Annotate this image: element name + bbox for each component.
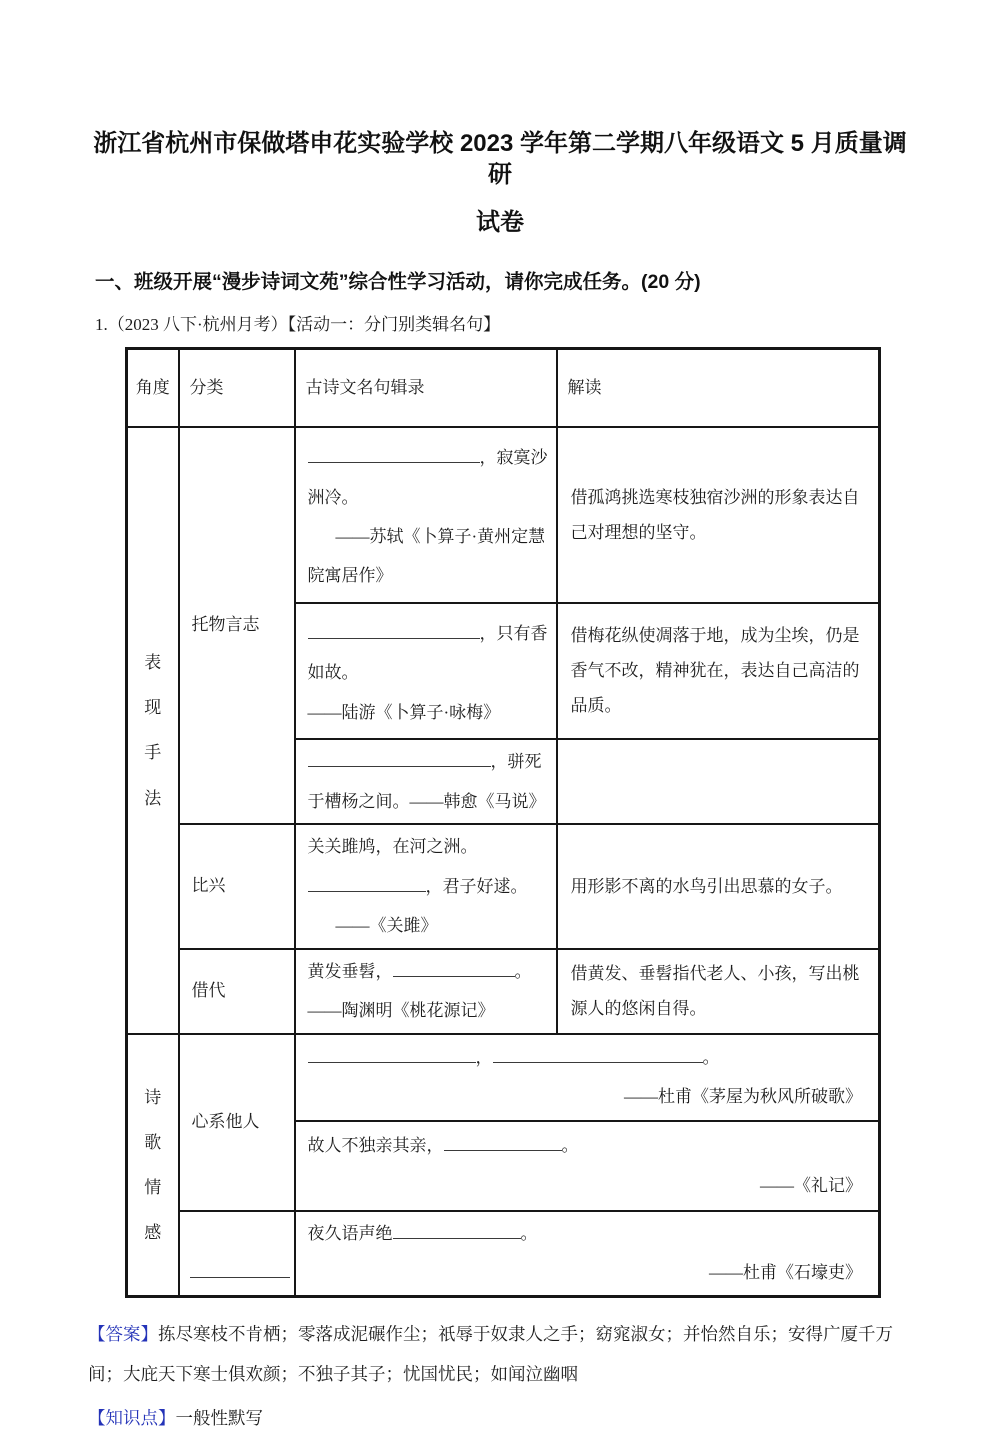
quote-line — [308, 991, 548, 1030]
text-run: ——《礼记》 — [760, 1175, 862, 1195]
blank-underline — [190, 1261, 290, 1278]
knowledge-text: 一般性默写 — [175, 1407, 263, 1428]
cell-quote-luyou — [295, 603, 557, 739]
text-run: ，骈死于槽杨之间。——韩愈《马说》 — [307, 752, 546, 811]
table-row-guanju — [127, 824, 880, 949]
header-quotes: 古诗文名句辑录 — [295, 348, 557, 427]
quote-line — [308, 906, 548, 945]
quote-line — [308, 1038, 871, 1077]
angle-expression-label: 表现手法 — [144, 653, 162, 808]
quote-line — [308, 438, 548, 517]
text-run: 夜久语声绝 — [307, 1223, 393, 1243]
quote-line — [308, 827, 548, 866]
cell-interp-meihua: 借梅花纵使凋落于地，成为尘埃，仍是香气不改，精神犹在，表达自己高洁的品质。 — [557, 603, 880, 739]
blank-underline — [393, 1222, 521, 1239]
answer-label: 【答案】 — [88, 1323, 158, 1344]
quote-line — [308, 952, 548, 991]
blank-underline — [393, 960, 515, 977]
blank-underline — [308, 622, 480, 639]
answer-section — [88, 1315, 912, 1438]
text-run: ——陶渊明《桃花源记》 — [307, 1001, 495, 1021]
text-run: 。 — [514, 962, 532, 981]
table-row-sushi — [127, 427, 880, 603]
quote-line — [190, 1261, 294, 1281]
cell-quote-maowu — [295, 1034, 880, 1121]
text-run: ，只有香如故。 — [307, 623, 548, 683]
blank-underline — [444, 1134, 562, 1151]
quote-line — [308, 1126, 871, 1165]
table-row-taohuayuan — [127, 949, 880, 1034]
text-run: ——杜甫《茅屋为秋风所破歌》 — [624, 1087, 862, 1107]
quote-line — [308, 614, 548, 693]
exam-title — [88, 128, 912, 239]
answer-text: 拣尽寒枝不肯栖；零落成泥碾作尘；祇辱于奴隶人之手；窈窕淑女；并怡然自乐；安得广厦千万间；大庇天下寒士俱欢颜；不独子其子；忧国忧民；如闻泣幽咽 — [88, 1323, 893, 1384]
text-run: 。 — [520, 1223, 538, 1243]
section-heading: 一、班级开展“漫步诗词文苑”综合性学习活动，请你完成任务。(20 分) — [95, 270, 701, 293]
cell-angle-emotion — [127, 1034, 179, 1296]
answer-line — [88, 1315, 912, 1395]
table-row-maowu — [127, 1034, 880, 1121]
header-category: 分类 — [179, 348, 295, 427]
table-row-shihaoli — [127, 1211, 880, 1296]
quote-line — [308, 867, 548, 906]
question-intro: 1.（2023 八下·杭州月考）【活动一：分门别类辑名句】 — [95, 314, 501, 334]
cell-category-xinxi: 心系他人 — [179, 1034, 295, 1211]
cell-category-tuowu: 托物言志 — [179, 427, 295, 824]
cell-angle-expression — [127, 427, 179, 1034]
cell-quote-liji — [295, 1121, 880, 1211]
cell-category-jiedai: 借代 — [179, 949, 295, 1034]
quote-line — [308, 742, 548, 821]
cell-quote-hanyu — [295, 739, 557, 824]
text-run: ——杜甫《石壕吏》 — [709, 1263, 862, 1283]
blank-underline — [308, 750, 491, 767]
text-run: 关关雎鸠，在河之洲。 — [307, 837, 478, 857]
blank-underline — [308, 446, 480, 463]
text-run: ， — [475, 1047, 493, 1067]
text-run: ——《关雎》 — [335, 916, 438, 936]
blank-underline — [308, 1046, 476, 1063]
quote-line — [308, 517, 548, 596]
quote-line — [308, 1214, 871, 1253]
exam-title-line1: 浙江省杭州市保做塔申花实验学校 2023 学年第二学期八年级语文 5 月质量调研 — [93, 130, 907, 189]
text-run: 。 — [561, 1136, 579, 1156]
cell-category-blank — [179, 1211, 295, 1296]
knowledge-label: 【知识点】 — [88, 1407, 176, 1428]
quote-line — [308, 693, 548, 732]
cell-quote-shihaoli — [295, 1211, 880, 1296]
text-run: ，君子好逑。 — [425, 876, 528, 896]
cell-interp-shuiniao: 用形影不离的水鸟引出思慕的女子。 — [557, 824, 880, 949]
cell-quote-sushi — [295, 427, 557, 603]
cell-quote-taohuayuan — [295, 949, 557, 1034]
quote-line — [308, 1077, 871, 1116]
header-angle: 角度 — [127, 348, 179, 427]
cell-category-bixing: 比兴 — [179, 824, 295, 949]
header-interpretation: 解读 — [557, 348, 880, 427]
angle-emotion-label: 诗歌情感 — [144, 1087, 162, 1242]
blank-underline — [308, 875, 426, 892]
text-run: 故人不独亲其亲， — [307, 1136, 444, 1156]
blank-underline — [493, 1046, 703, 1063]
cell-interp-huangfa: 借黄发、垂髫指代老人、小孩，写出桃源人的悠闲自得。 — [557, 949, 880, 1034]
exam-title-line2: 试卷 — [476, 209, 524, 237]
poetry-quotes-table — [125, 347, 881, 1298]
text-run: 黄发垂髫， — [307, 962, 393, 981]
text-run: 。 — [702, 1047, 720, 1067]
text-run: ——陆游《卜算子·咏梅》 — [307, 702, 501, 722]
text-run: ，寂寞沙洲冷。 — [307, 448, 548, 507]
cell-interp-guhong: 借孤鸿挑选寒枝独宿沙洲的形象表达自己对理想的坚守。 — [557, 427, 880, 603]
table-header-row — [127, 348, 880, 427]
quote-line — [308, 1166, 871, 1205]
quote-line — [308, 1253, 871, 1292]
text-run: ——苏轼《卜算子·黄州定慧院寓居作》 — [307, 526, 546, 586]
knowledge-line — [88, 1399, 912, 1438]
cell-interp-empty — [557, 739, 880, 824]
cell-quote-guanju — [295, 824, 557, 949]
